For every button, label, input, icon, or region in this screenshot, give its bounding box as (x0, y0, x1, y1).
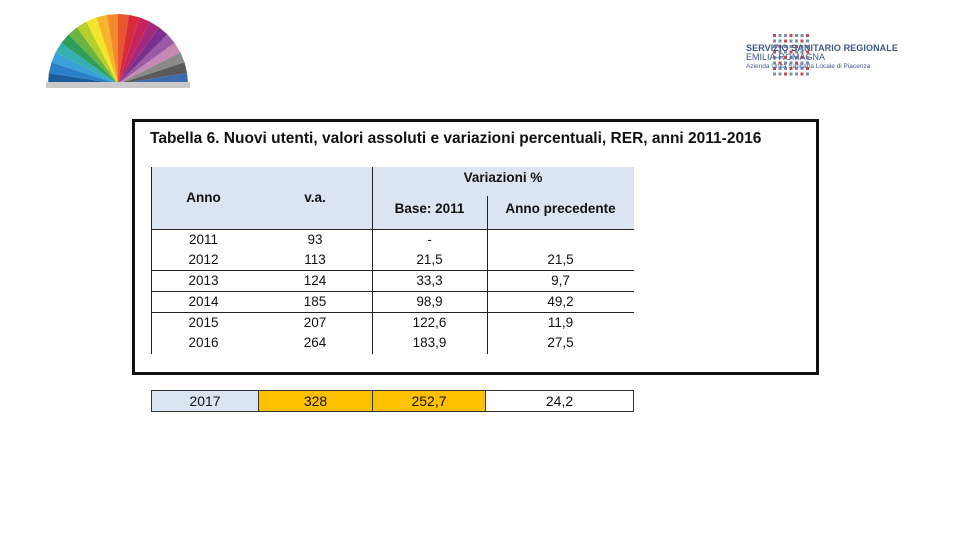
logo-dot (806, 73, 809, 76)
cell-anno-2017: 2017 (151, 390, 259, 412)
cell-base: - (427, 232, 432, 247)
logo-dot (773, 34, 776, 37)
table-row-line (151, 312, 634, 313)
logo-line-1: SERVIZIO SANITARIO REGIONALE (746, 43, 898, 53)
cell-base: 122,6 (412, 315, 447, 330)
cell-anno: 2012 (188, 252, 219, 267)
cell-va-2017: 328 (258, 390, 373, 412)
cell-base: 33,3 (416, 273, 443, 288)
logo-dot (790, 73, 793, 76)
cell-base: 98,9 (416, 294, 443, 309)
logo-line-3: Azienda Unità Sanitaria Locale di Piacenza (746, 62, 871, 70)
header-variazioni: Variazioni % (463, 170, 543, 185)
cell-anno: 2013 (188, 273, 219, 288)
cell-base: 21,5 (416, 252, 443, 267)
logo-dot (779, 34, 782, 37)
cell-va: 124 (303, 273, 327, 288)
table-row-line (151, 270, 634, 271)
cell-precedente-2017: 24,2 (485, 390, 634, 412)
color-fan-logo (46, 14, 190, 88)
cell-base: 183,9 (412, 335, 447, 350)
cell-anno: 2014 (188, 294, 219, 309)
cell-base-2017: 252,7 (372, 390, 486, 412)
logo-dot (790, 34, 793, 37)
logo-dot (801, 34, 804, 37)
cell-va: 264 (303, 335, 327, 350)
cell-anno: 2016 (188, 335, 219, 350)
cell-anno: 2011 (188, 232, 219, 247)
logo-dot (773, 73, 776, 76)
cell-va: 113 (304, 252, 326, 267)
table-title: Tabella 6. Nuovi utenti, valori assoluti e variazioni percentuali, RER, anni 2011-2016 (150, 130, 762, 147)
cell-precedente: 9,7 (551, 273, 570, 288)
cell-precedente: 27,5 (547, 335, 574, 350)
logo-dot (801, 73, 804, 76)
cell-va: 185 (303, 294, 327, 309)
health-service-logo (746, 44, 898, 71)
logo-line-2: EMILIA-ROMAGNA (746, 52, 826, 63)
logo-dot (795, 34, 798, 37)
cell-va: 93 (307, 232, 323, 247)
header-base: Base: 2011 (394, 201, 465, 216)
logo-dot (795, 73, 798, 76)
cell-precedente: 49,2 (547, 294, 574, 309)
cell-anno: 2015 (188, 315, 219, 330)
cell-precedente: 21,5 (547, 252, 574, 267)
table-header-line (151, 229, 634, 230)
cell-precedente: 11,9 (547, 315, 574, 330)
cell-va: 207 (303, 315, 327, 330)
header-anno: Anno (186, 190, 221, 205)
table-row-line (151, 291, 634, 292)
logo-dot (784, 73, 787, 76)
logo-dot (784, 34, 787, 37)
logo-dot (806, 34, 809, 37)
header-va: v.a. (304, 190, 326, 205)
logo-dot (779, 73, 782, 76)
header-precedente: Anno precedente (505, 201, 616, 216)
